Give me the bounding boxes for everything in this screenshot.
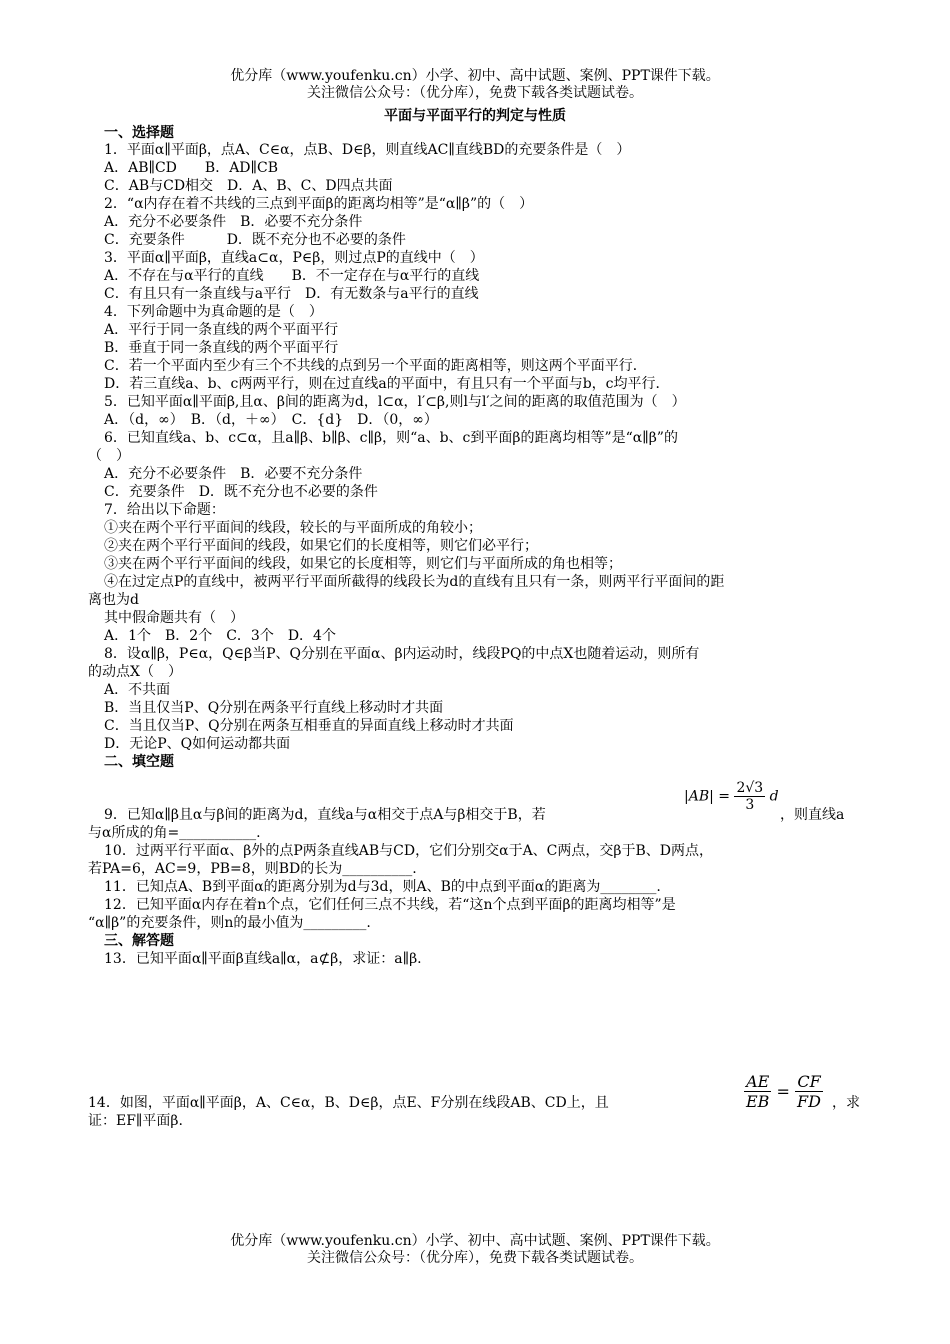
question-13: 13．已知平面α∥平面β直线a∥α，a⊄β，求证：a∥β.	[104, 951, 422, 967]
question-5-options: A．（d，∞） B．（d，＋∞） C．{d} D．（0，∞）	[104, 412, 438, 428]
question-6-options-ab: A．充分不必要条件 B．必要不充分条件	[104, 466, 363, 482]
section-heading-choice: 一、选择题	[104, 125, 174, 141]
question-12-cont: “α∥β”的充要条件，则n的最小值为_________.	[88, 915, 371, 931]
question-4-option-b: B．垂直于同一条直线的两个平面平行	[104, 340, 339, 356]
question-9-right: ，则直线a	[780, 807, 845, 823]
header-line-1: 优分库（www.youfenku.cn）小学、初中、高中试题、案例、PPT课件下载。	[230, 68, 720, 84]
question-4-option-c: C．若一个平面内至少有三个不共线的点到另一个平面的距离相等，则这两个平面平行．	[104, 358, 647, 374]
question-2-options-ab: A．充分不必要条件 B．必要不充分条件	[104, 214, 363, 230]
question-6: 6．已知直线a、b、c⊂α，且a∥β、b∥β、c∥β，则“a、b、c到平面β的距离均相等”是“α∥β”的	[104, 430, 678, 446]
q14-fraction-ae-eb	[744, 1072, 771, 1111]
q14-formula	[744, 1072, 823, 1111]
question-8-option-a: A．不共面	[104, 682, 171, 698]
page-title: 平面与平面平行的判定与性质	[384, 108, 566, 124]
question-7-prompt: 其中假命题共有（ ）	[104, 610, 244, 626]
question-7-statement-4-cont: 离也为d	[88, 592, 139, 608]
question-6-bracket: （ ）	[88, 448, 130, 464]
q14-fraction-cf-fd	[795, 1072, 823, 1111]
question-7-statement-4: ④在过定点P的直线中，被两平行平面所截得的线段长为d的直线有且只有一条，则两平行平面间的距	[104, 574, 725, 590]
question-7-statement-2: ②夹在两个平行平面间的线段，如果它们的长度相等，则它们必平行；	[104, 538, 538, 554]
question-5: 5．已知平面α∥平面β,且α、β间的距离为d，l⊂α，l′⊂β,则l与l′之间的距离的取值范围为（ ）	[104, 394, 686, 410]
q9-formula	[684, 780, 779, 813]
question-7: 7．给出以下命题：	[104, 502, 225, 518]
question-3-options-ab: A．不存在与α平行的直线 B．不一定存在与α平行的直线	[104, 268, 480, 284]
question-7-options: A．1个 B．2个 C．3个 D．4个	[104, 628, 336, 644]
section-heading-fill: 二、填空题	[104, 754, 174, 770]
question-14-right: ，求	[832, 1095, 860, 1111]
header-line-2: 关注微信公众号：（优分库），免费下载各类试题试卷。	[307, 85, 643, 101]
q14-numerator-cf: CF	[795, 1072, 823, 1092]
question-7-statement-1: ①夹在两个平行平面间的线段，较长的与平面所成的角较小；	[104, 520, 482, 536]
question-14-cont: 证：EF∥平面β.	[88, 1113, 183, 1129]
q9-formula-lhs: |AB| =	[684, 788, 731, 805]
question-2: 2．“α内存在着不共线的三点到平面β的距离均相等”是“α∥β”的（ ）	[104, 196, 534, 212]
question-2-options-cd: C．充要条件 D．既不充分也不必要的条件	[104, 232, 406, 248]
q9-formula-numerator: 2√3	[736, 780, 764, 796]
q9-formula-fraction	[734, 780, 765, 813]
question-4-option-d: D．若三直线a、b、c两两平行，则在过直线a的平面中，有且只有一个平面与b，c均平行．	[104, 376, 670, 392]
question-1-options-ab: A．AB∥CD B．AD∥CB	[104, 160, 279, 176]
question-9: 9．已知α∥β且α与β间的距离为d，直线a与α相交于点A与β相交于B，若	[104, 807, 546, 823]
question-10-cont: 若PA=6，AC=9，PB=8，则BD的长为__________.	[88, 861, 417, 877]
section-heading-answer: 三、解答题	[104, 933, 174, 949]
question-8-cont: 的动点X（ ）	[88, 664, 182, 680]
question-11: 11．已知点A、B到平面α的距离分别为d与3d，则A、B的中点到平面α的距离为________.	[104, 879, 661, 895]
question-8-option-c: C．当且仅当P、Q分别在两条互相垂直的异面直线上移动时才共面	[104, 718, 514, 734]
q14-equals: =	[776, 1082, 790, 1101]
q14-denominator-eb: EB	[746, 1092, 770, 1111]
q14-denominator-fd: FD	[797, 1092, 821, 1111]
question-8: 8．设α∥β，P∈α，Q∈β当P、Q分别在平面α、β内运动时，线段PQ的中点X也随着运动，则所有	[104, 646, 700, 662]
q9-formula-variable: d	[769, 788, 779, 805]
question-3-options-cd: C．有且只有一条直线与a平行 D．有无数条与a平行的直线	[104, 286, 479, 302]
question-12: 12．已知平面α内存在着n个点，它们任何三点不共线，若“这n个点到平面β的距离均相等”是	[104, 897, 676, 913]
question-8-option-d: D．无论P、Q如何运动都共面	[104, 736, 291, 752]
q9-formula-denominator: 3	[745, 797, 755, 813]
footer-line-1: 优分库（www.youfenku.cn）小学、初中、高中试题、案例、PPT课件下载。	[230, 1233, 720, 1249]
question-4-option-a: A．平行于同一条直线的两个平面平行	[104, 322, 339, 338]
question-1: 1．平面α∥平面β，点A、C∈α，点B、D∈β，则直线AC∥直线BD的充要条件是（ ）	[104, 142, 631, 158]
question-10: 10．过两平行平面α、β外的点P两条直线AB与CD，它们分别交α于A、C两点，交β于B、D两点，	[104, 843, 713, 859]
question-4: 4．下列命题中为真命题的是（ ）	[104, 304, 323, 320]
question-14: 14．如图，平面α∥平面β，A、C∈α，B、D∈β，点E、F分别在线段AB、CD上，且	[88, 1095, 609, 1111]
question-8-option-b: B．当且仅当P、Q分别在两条平行直线上移动时才共面	[104, 700, 444, 716]
question-9-cont: 与α所成的角=___________.	[88, 825, 261, 841]
question-7-statement-3: ③夹在两个平行平面间的线段，如果它的长度相等，则它们与平面所成的角也相等；	[104, 556, 622, 572]
question-1-options-cd: C．AB与CD相交 D．A、B、C、D四点共面	[104, 178, 393, 194]
footer-line-2: 关注微信公众号：（优分库），免费下载各类试题试卷。	[307, 1250, 643, 1266]
question-3: 3．平面α∥平面β，直线a⊂α，P∈β，则过点P的直线中（ ）	[104, 250, 484, 266]
question-6-options-cd: C．充要条件 D．既不充分也不必要的条件	[104, 484, 378, 500]
q14-numerator-ae: AE	[744, 1072, 771, 1092]
